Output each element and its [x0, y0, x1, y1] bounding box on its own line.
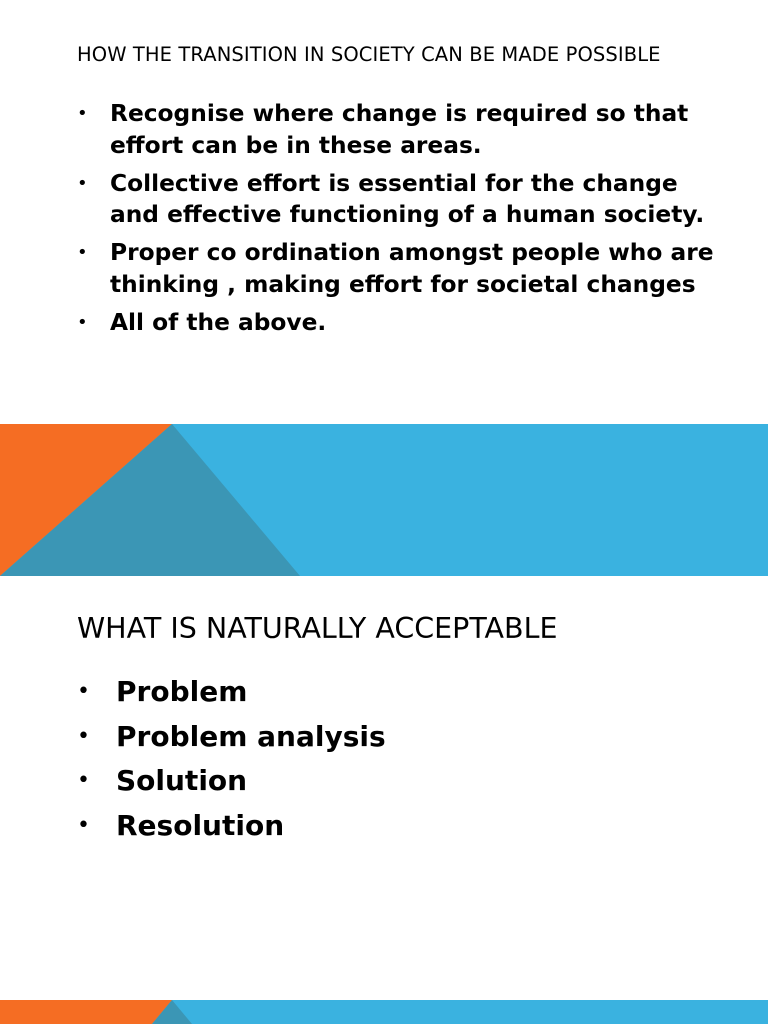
bullet-icon: •: [77, 103, 88, 124]
bullet-icon: •: [77, 812, 90, 838]
list-item: [77, 759, 386, 804]
bullet-text: Solution: [116, 764, 248, 797]
bullet-text: Resolution: [116, 808, 285, 842]
bullet-icon: •: [77, 172, 88, 194]
bullet-icon: •: [77, 311, 88, 333]
bullet-icon: •: [77, 723, 90, 749]
list-item: [77, 670, 386, 715]
bullet-text: Problem analysis: [116, 719, 386, 753]
bottom-band-orange: [0, 1000, 172, 1024]
list-item: [77, 715, 386, 760]
decorative-band: [0, 424, 768, 576]
slide-2-bullet-list: [77, 670, 386, 848]
list-item: [77, 237, 717, 300]
bullet-text: Proper co ordination amongst people who are thinking , making effort for societal changes: [110, 239, 714, 298]
slide-1-bullet-list: [77, 98, 717, 345]
bullet-icon: •: [77, 679, 90, 704]
list-item: [77, 168, 717, 231]
bullet-text: Collective effort is essential for the change and effective functioning of a human society.: [110, 169, 705, 228]
bullet-text: Recognise where change is required so that effort can be in these areas.: [110, 100, 689, 159]
bullet-text: Problem: [116, 675, 248, 708]
bullet-text: All of the above.: [110, 308, 327, 336]
list-item: [77, 804, 386, 849]
bottom-decorative-band: [0, 1000, 768, 1024]
bullet-icon: •: [77, 768, 90, 793]
slide-1-title: HOW THE TRANSITION IN SOCIETY CAN BE MADE POSSIBLE: [77, 43, 661, 66]
list-item: [77, 307, 717, 339]
bullet-icon: •: [77, 242, 88, 263]
slide-2-title: WHAT IS NATURALLY ACCEPTABLE: [77, 612, 558, 645]
list-item: [77, 98, 717, 161]
